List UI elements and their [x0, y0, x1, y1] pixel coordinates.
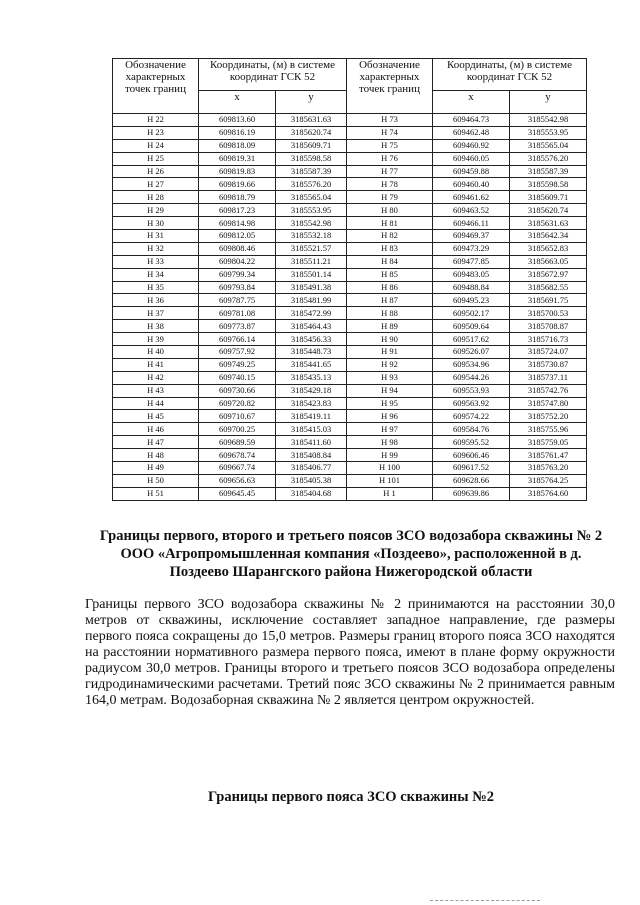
cell-x-left: 609812.05 [199, 230, 276, 243]
cell-point-left: Н 22 [113, 114, 199, 127]
cell-y-left: 3185406.77 [276, 462, 347, 475]
cell-x-right: 609460.05 [433, 152, 510, 165]
cell-point-left: Н 49 [113, 462, 199, 475]
cell-x-right: 609526.07 [433, 346, 510, 359]
cell-x-right: 609461.62 [433, 191, 510, 204]
cell-x-right: 609459.88 [433, 165, 510, 178]
table-row [113, 333, 587, 346]
cell-y-left: 3185521.57 [276, 242, 347, 255]
cell-x-right: 609502.17 [433, 307, 510, 320]
cell-point-left: Н 26 [113, 165, 199, 178]
cell-point-left: Н 27 [113, 178, 199, 191]
cell-y-right: 3185642.34 [510, 230, 587, 243]
cell-point-right: Н 1 [347, 487, 433, 500]
cell-point-left: Н 23 [113, 126, 199, 139]
table-row [113, 307, 587, 320]
cell-y-right: 3185576.20 [510, 152, 587, 165]
cell-x-right: 609628.66 [433, 474, 510, 487]
cell-x-right: 609563.92 [433, 397, 510, 410]
cell-point-left: Н 32 [113, 242, 199, 255]
cell-x-left: 609819.66 [199, 178, 276, 191]
cell-y-left: 3185491.38 [276, 281, 347, 294]
table-row [113, 397, 587, 410]
cell-y-right: 3185652.83 [510, 242, 587, 255]
cell-point-right: Н 77 [347, 165, 433, 178]
cell-y-right: 3185609.71 [510, 191, 587, 204]
cell-x-left: 609808.46 [199, 242, 276, 255]
cell-point-left: Н 48 [113, 449, 199, 462]
cell-point-left: Н 31 [113, 230, 199, 243]
cell-x-left: 609787.75 [199, 294, 276, 307]
cell-point-left: Н 41 [113, 358, 199, 371]
cell-point-right: Н 81 [347, 217, 433, 230]
cell-x-left: 609710.67 [199, 410, 276, 423]
cell-x-left: 609757.92 [199, 346, 276, 359]
cell-x-right: 609460.40 [433, 178, 510, 191]
cell-y-right: 3185672.97 [510, 268, 587, 281]
table-row [113, 384, 587, 397]
table-body [113, 114, 587, 501]
cell-y-right: 3185724.07 [510, 346, 587, 359]
cell-y-right: 3185764.25 [510, 474, 587, 487]
cell-y-left: 3185404.68 [276, 487, 347, 500]
table-row [113, 178, 587, 191]
cell-y-right: 3185620.74 [510, 204, 587, 217]
coordinates-table [112, 58, 587, 501]
cell-y-right: 3185752.20 [510, 410, 587, 423]
cell-x-right: 609463.52 [433, 204, 510, 217]
cell-x-right: 609462.48 [433, 126, 510, 139]
cell-x-right: 609473.29 [433, 242, 510, 255]
header-y-right: y [510, 91, 587, 114]
cell-y-left: 3185419.11 [276, 410, 347, 423]
cell-y-left: 3185553.95 [276, 204, 347, 217]
table-row [113, 449, 587, 462]
table-row [113, 281, 587, 294]
header-coords-right: Координаты, (м) в системе координат ГСК 52 [433, 59, 587, 91]
table-row [113, 474, 587, 487]
cell-point-right: Н 89 [347, 320, 433, 333]
cell-y-left: 3185405.38 [276, 474, 347, 487]
table-row [113, 242, 587, 255]
cell-point-left: Н 34 [113, 268, 199, 281]
table-row [113, 410, 587, 423]
cell-x-left: 609819.31 [199, 152, 276, 165]
cell-point-left: Н 25 [113, 152, 199, 165]
cell-point-right: Н 99 [347, 449, 433, 462]
cell-x-right: 609553.93 [433, 384, 510, 397]
cell-x-left: 609766.14 [199, 333, 276, 346]
cell-x-right: 609495.23 [433, 294, 510, 307]
section-heading: Границы первого, второго и третьего поясов ЗСО водозабора скважины № 2 ООО «Агропромышленная компания «Поздеево», расположенной в д. Поздеево Шарангского района Нижегородской области [99, 528, 603, 580]
cell-x-right: 609617.52 [433, 462, 510, 475]
cell-y-left: 3185441.65 [276, 358, 347, 371]
cell-point-left: Н 38 [113, 320, 199, 333]
cell-point-left: Н 47 [113, 436, 199, 449]
table-row [113, 165, 587, 178]
cell-x-left: 609656.63 [199, 474, 276, 487]
cell-y-left: 3185464.43 [276, 320, 347, 333]
cell-point-left: Н 43 [113, 384, 199, 397]
cell-y-right: 3185565.04 [510, 139, 587, 152]
cell-point-right: Н 73 [347, 114, 433, 127]
cell-x-left: 609813.60 [199, 114, 276, 127]
header-point-left: Обозначение характерных точек границ [113, 59, 199, 114]
cell-y-left: 3185511.21 [276, 255, 347, 268]
cell-y-right: 3185716.73 [510, 333, 587, 346]
table-row [113, 152, 587, 165]
cell-y-left: 3185408.84 [276, 449, 347, 462]
cell-point-left: Н 28 [113, 191, 199, 204]
cell-y-left: 3185631.63 [276, 114, 347, 127]
body-paragraph: Границы первого ЗСО водозабора скважины № 2 принимаются на расстоянии 30,0 метров от скважины, исключение составляет западное направление, где размеры первого пояса сокращены до 15,0 метров. Размеры границ второго пояса ЗСО находятся на расстоянии нормативного размера первого пояса, имеют в плане форму окружности радиусом 30,0 метров. Границы второго и третьего поясов ЗСО водозабора определены гидродинамическими расчетами. Третий пояс ЗСО скважины № 2 принимается равным 164,0 метрам. Водозаборная скважина № 2 является центром окружностей. [85, 597, 615, 708]
cell-point-right: Н 91 [347, 346, 433, 359]
cell-y-left: 3185481.99 [276, 294, 347, 307]
cell-y-left: 3185609.71 [276, 139, 347, 152]
cell-point-right: Н 93 [347, 371, 433, 384]
cell-y-right: 3185598.58 [510, 178, 587, 191]
cell-point-left: Н 44 [113, 397, 199, 410]
cell-y-right: 3185730.87 [510, 358, 587, 371]
cell-point-right: Н 82 [347, 230, 433, 243]
cell-x-right: 609477.85 [433, 255, 510, 268]
cell-point-left: Н 51 [113, 487, 199, 500]
cell-y-left: 3185429.18 [276, 384, 347, 397]
cell-y-right: 3185682.55 [510, 281, 587, 294]
cell-y-left: 3185472.99 [276, 307, 347, 320]
cell-point-right: Н 74 [347, 126, 433, 139]
cell-y-left: 3185501.14 [276, 268, 347, 281]
cell-y-left: 3185532.18 [276, 230, 347, 243]
table-row [113, 204, 587, 217]
table-row [113, 436, 587, 449]
cell-x-left: 609804.22 [199, 255, 276, 268]
table-row [113, 487, 587, 500]
cell-y-right: 3185587.39 [510, 165, 587, 178]
cell-y-left: 3185576.20 [276, 178, 347, 191]
header-point-right: Обозначение характерных точек границ [347, 59, 433, 114]
header-x-right: x [433, 91, 510, 114]
cell-y-right: 3185553.95 [510, 126, 587, 139]
cell-y-left: 3185415.03 [276, 423, 347, 436]
cell-point-right: Н 98 [347, 436, 433, 449]
cell-y-left: 3185448.73 [276, 346, 347, 359]
cell-y-right: 3185737.11 [510, 371, 587, 384]
cell-x-right: 609534.96 [433, 358, 510, 371]
cell-y-left: 3185565.04 [276, 191, 347, 204]
cell-x-left: 609749.25 [199, 358, 276, 371]
cell-x-left: 609645.45 [199, 487, 276, 500]
cell-x-left: 609781.08 [199, 307, 276, 320]
cell-y-left: 3185598.58 [276, 152, 347, 165]
table-row [113, 462, 587, 475]
cell-point-right: Н 92 [347, 358, 433, 371]
cell-y-right: 3185700.53 [510, 307, 587, 320]
cell-point-right: Н 96 [347, 410, 433, 423]
cell-point-right: Н 95 [347, 397, 433, 410]
table-row [113, 191, 587, 204]
table-row [113, 230, 587, 243]
cell-y-left: 3185411.60 [276, 436, 347, 449]
cell-x-left: 609773.87 [199, 320, 276, 333]
table-row [113, 371, 587, 384]
cell-x-right: 609483.05 [433, 268, 510, 281]
cell-x-left: 609799.34 [199, 268, 276, 281]
cell-x-left: 609793.84 [199, 281, 276, 294]
table-row [113, 320, 587, 333]
cell-point-right: Н 80 [347, 204, 433, 217]
cell-point-right: Н 84 [347, 255, 433, 268]
cell-x-left: 609818.79 [199, 191, 276, 204]
cell-x-right: 609595.52 [433, 436, 510, 449]
cell-x-right: 609509.64 [433, 320, 510, 333]
cell-y-right: 3185542.98 [510, 114, 587, 127]
cell-point-right: Н 88 [347, 307, 433, 320]
cell-point-left: Н 29 [113, 204, 199, 217]
cell-point-left: Н 35 [113, 281, 199, 294]
cell-point-left: Н 30 [113, 217, 199, 230]
cell-point-right: Н 97 [347, 423, 433, 436]
table-row [113, 423, 587, 436]
cell-y-right: 3185708.87 [510, 320, 587, 333]
cell-y-left: 3185456.33 [276, 333, 347, 346]
cell-y-right: 3185663.05 [510, 255, 587, 268]
table-row [113, 346, 587, 359]
table-row [113, 139, 587, 152]
cell-x-right: 609488.84 [433, 281, 510, 294]
cell-point-right: Н 83 [347, 242, 433, 255]
cell-point-right: Н 90 [347, 333, 433, 346]
cell-x-right: 609606.46 [433, 449, 510, 462]
table-row [113, 294, 587, 307]
cell-x-right: 609466.11 [433, 217, 510, 230]
cell-x-right: 609584.76 [433, 423, 510, 436]
cell-y-right: 3185742.76 [510, 384, 587, 397]
table-row [113, 114, 587, 127]
cell-x-left: 609819.83 [199, 165, 276, 178]
cell-x-right: 609464.73 [433, 114, 510, 127]
cell-y-right: 3185764.60 [510, 487, 587, 500]
subsection-heading: Границы первого пояса ЗСО скважины №2 [207, 789, 495, 805]
header-coords-left: Координаты, (м) в системе координат ГСК 52 [199, 59, 347, 91]
header-x-left: x [199, 91, 276, 114]
cell-x-left: 609730.66 [199, 384, 276, 397]
cell-point-right: Н 100 [347, 462, 433, 475]
cell-x-left: 609816.19 [199, 126, 276, 139]
cell-point-left: Н 45 [113, 410, 199, 423]
cell-y-left: 3185542.98 [276, 217, 347, 230]
cell-x-left: 609678.74 [199, 449, 276, 462]
cell-x-left: 609740.15 [199, 371, 276, 384]
cell-y-right: 3185759.05 [510, 436, 587, 449]
cell-x-right: 609469.37 [433, 230, 510, 243]
cell-x-right: 609574.22 [433, 410, 510, 423]
cell-y-right: 3185691.75 [510, 294, 587, 307]
cell-x-left: 609700.25 [199, 423, 276, 436]
cell-point-right: Н 85 [347, 268, 433, 281]
table-row [113, 217, 587, 230]
cell-point-left: Н 46 [113, 423, 199, 436]
cell-point-left: Н 42 [113, 371, 199, 384]
table-row [113, 358, 587, 371]
cell-y-right: 3185761.47 [510, 449, 587, 462]
table-row [113, 268, 587, 281]
cell-y-right: 3185747.80 [510, 397, 587, 410]
footer-divider [430, 900, 540, 901]
cell-y-left: 3185423.83 [276, 397, 347, 410]
cell-x-right: 609517.62 [433, 333, 510, 346]
cell-point-right: Н 78 [347, 178, 433, 191]
cell-x-right: 609639.86 [433, 487, 510, 500]
cell-x-right: 609460.92 [433, 139, 510, 152]
cell-point-left: Н 39 [113, 333, 199, 346]
cell-point-left: Н 40 [113, 346, 199, 359]
cell-y-right: 3185763.20 [510, 462, 587, 475]
cell-y-right: 3185755.96 [510, 423, 587, 436]
cell-point-right: Н 101 [347, 474, 433, 487]
cell-point-right: Н 75 [347, 139, 433, 152]
cell-x-right: 609544.26 [433, 371, 510, 384]
cell-x-left: 609818.09 [199, 139, 276, 152]
cell-point-left: Н 33 [113, 255, 199, 268]
cell-y-left: 3185435.13 [276, 371, 347, 384]
cell-y-left: 3185620.74 [276, 126, 347, 139]
cell-y-left: 3185587.39 [276, 165, 347, 178]
cell-point-right: Н 87 [347, 294, 433, 307]
header-y-left: y [276, 91, 347, 114]
cell-point-left: Н 36 [113, 294, 199, 307]
cell-point-left: Н 37 [113, 307, 199, 320]
table-row [113, 126, 587, 139]
cell-x-left: 609817.23 [199, 204, 276, 217]
cell-point-left: Н 24 [113, 139, 199, 152]
cell-x-left: 609814.98 [199, 217, 276, 230]
cell-point-right: Н 86 [347, 281, 433, 294]
cell-x-left: 609667.74 [199, 462, 276, 475]
cell-x-left: 609720.82 [199, 397, 276, 410]
cell-y-right: 3185631.63 [510, 217, 587, 230]
cell-x-left: 609689.59 [199, 436, 276, 449]
cell-point-right: Н 79 [347, 191, 433, 204]
table-row [113, 255, 587, 268]
cell-point-left: Н 50 [113, 474, 199, 487]
cell-point-right: Н 94 [347, 384, 433, 397]
cell-point-right: Н 76 [347, 152, 433, 165]
